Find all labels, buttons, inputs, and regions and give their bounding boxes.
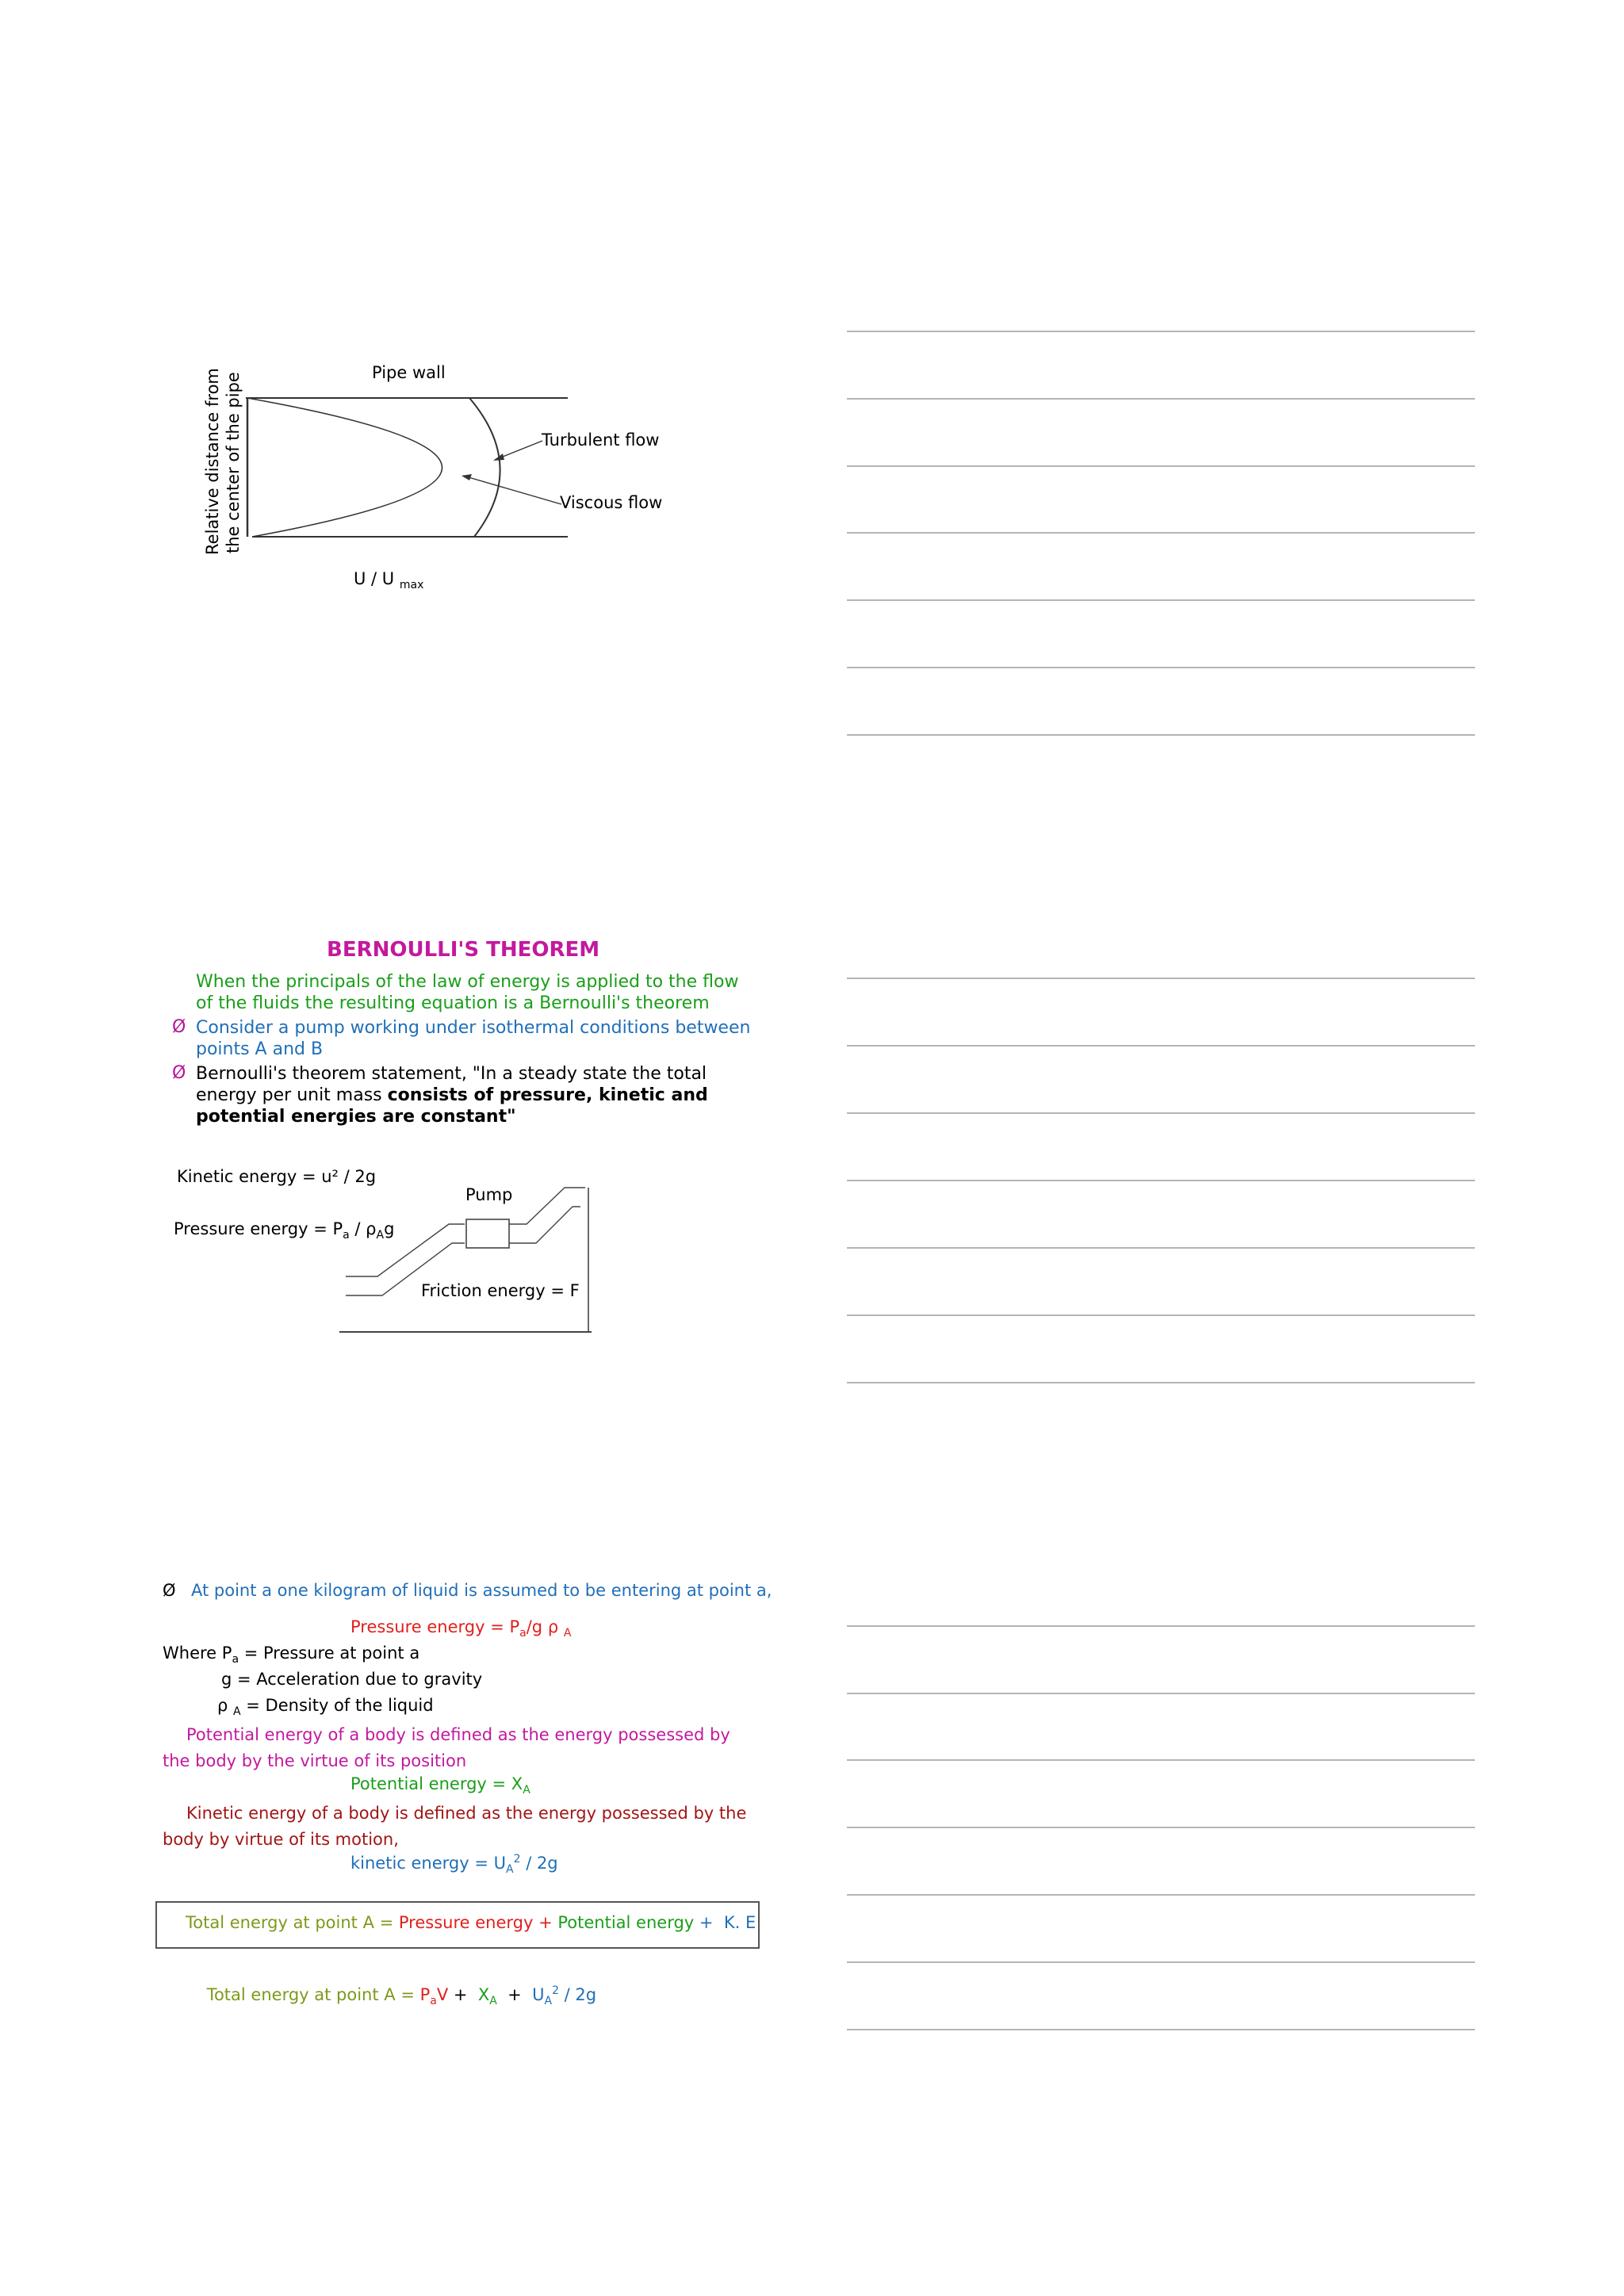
where-sub: a: [232, 1653, 239, 1666]
note-line: [847, 2029, 1475, 2030]
total2-u-sup: 2: [552, 1984, 559, 1997]
note-line: [847, 1180, 1475, 1181]
bullet-2-line2-bold: consists of pressure, kinetic and: [387, 1085, 708, 1105]
note-line: [847, 331, 1475, 332]
potential-eq-prefix: Potential energy = X: [350, 1774, 523, 1793]
pump-box: [466, 1219, 509, 1248]
total-box-ke: K. E: [723, 1913, 756, 1932]
total2-p: P: [419, 1985, 431, 2004]
point-a-bullet-marker: Ø: [163, 1581, 176, 1600]
total2-x: X: [477, 1985, 490, 2004]
note-line: [847, 1045, 1475, 1047]
total-box-lhs: Total energy at point A =: [186, 1913, 399, 1932]
viscous-arrow: [463, 476, 561, 504]
viscous-arrowhead: [462, 474, 472, 480]
potential-energy-definition: [163, 1722, 730, 1774]
kinetic-eq-suffix: / 2g: [520, 1854, 558, 1873]
note-line: [847, 734, 1475, 736]
intro-line1: When the principals of the law of energy is applied to the flow: [196, 972, 739, 992]
potential-eq-sub: A: [523, 1784, 530, 1797]
bullet-1-marker: Ø: [172, 1017, 186, 1037]
outlet-lower-edge: [509, 1207, 580, 1243]
y-axis-label-line2: the center of the pipe: [224, 372, 243, 553]
total2-plus1: +: [448, 1985, 478, 2004]
note-line: [847, 532, 1475, 534]
slide-title: BERNOULLI'S THEOREM: [327, 938, 600, 962]
kinetic-energy-definition: [163, 1800, 746, 1853]
friction-energy-label: Friction energy = F: [421, 1281, 580, 1300]
viscous-flow-label: Viscous flow: [560, 493, 663, 512]
pe-eq-mid: /g ρ: [526, 1617, 564, 1636]
note-line: [847, 1759, 1475, 1761]
note-line: [847, 465, 1475, 467]
note-line: [847, 1247, 1475, 1249]
turbulent-profile-curve: [469, 398, 500, 537]
note-line: [847, 1894, 1475, 1896]
pressure-energy-sub-A: A: [376, 1229, 385, 1242]
total-energy-box-text: [186, 1913, 756, 1932]
note-line: [847, 1382, 1475, 1383]
total2-x-sub: A: [489, 1995, 497, 2007]
where-suffix: = Pressure at point a: [239, 1644, 420, 1663]
note-line: [847, 599, 1475, 601]
pe-eq-sub-A: A: [563, 1627, 572, 1640]
kinetic-def-line2: body by virtue of its motion,: [163, 1830, 399, 1849]
total-box-plus1: +: [533, 1913, 558, 1932]
rho-sub: A: [233, 1705, 241, 1718]
rho-definition: [217, 1696, 434, 1718]
note-line: [847, 398, 1475, 400]
bullet-1-line2: points A and B: [196, 1039, 324, 1059]
bullet-2-marker: Ø: [172, 1063, 186, 1083]
x-axis-sub: max: [399, 579, 424, 591]
x-axis-label: [354, 569, 423, 591]
pump-diagram: [0, 847, 847, 1494]
kinetic-energy-label: Kinetic energy = u² / 2g: [177, 1167, 377, 1186]
pressure-energy-mid: / ρ: [349, 1219, 377, 1238]
slide-bernoulli: [0, 847, 847, 1494]
total2-plus2: +: [496, 1985, 533, 2004]
kinetic-energy-equation: [350, 1853, 558, 1876]
note-line: [847, 1827, 1475, 1828]
slide-energy-point-a: [0, 1494, 847, 2296]
note-line: [847, 1112, 1475, 1114]
total2-lhs: Total energy at point A =: [206, 1985, 420, 2004]
pe-eq-prefix: Pressure energy = P: [350, 1617, 520, 1636]
y-axis-label: [202, 368, 243, 555]
pressure-energy-suffix: g: [384, 1219, 395, 1238]
pump-label: Pump: [465, 1185, 513, 1204]
potential-def-line2: the body by the virtue of its position: [163, 1751, 467, 1770]
total2-v: V: [436, 1985, 449, 2004]
outlet-upper-edge: [509, 1188, 585, 1224]
total-energy-expanded: [186, 1965, 596, 2026]
total-box-plus2: +: [694, 1913, 724, 1932]
pressure-energy-label: [174, 1219, 394, 1242]
pressure-energy-sub-a: a: [343, 1229, 350, 1242]
total2-suffix: / 2g: [559, 1985, 597, 2004]
pressure-energy-equation: [350, 1617, 571, 1640]
total2-p-sub: a: [430, 1995, 437, 2007]
note-line: [847, 978, 1475, 979]
note-line: [847, 1961, 1475, 1963]
kinetic-eq-sup: 2: [513, 1853, 521, 1866]
note-line: [847, 1693, 1475, 1694]
turbulent-flow-label: Turbulent flow: [542, 430, 660, 450]
viscous-profile-curve: [247, 398, 442, 537]
bullet-2-line1: Bernoulli's theorem statement, "In a steady state the total: [196, 1064, 707, 1084]
total-box-potential: Potential energy: [557, 1913, 695, 1932]
g-definition: g = Acceleration due to gravity: [221, 1670, 483, 1689]
bullet-2-line3-bold: potential energies are constant": [196, 1107, 516, 1127]
bullet-2-line2-normal: energy per unit mass: [196, 1085, 388, 1105]
note-line: [847, 1314, 1475, 1316]
slide-velocity-profile: [0, 0, 847, 847]
bullet-1-line1: Consider a pump working under isothermal conditions between: [196, 1018, 751, 1038]
point-a-intro: At point a one kilogram of liquid is assumed to be entering at point a,: [191, 1581, 772, 1600]
total2-u: U: [532, 1985, 545, 2004]
rho-suffix: = Density of the liquid: [240, 1696, 434, 1715]
velocity-profile-diagram: [0, 0, 847, 847]
total2-u-sub: A: [544, 1995, 553, 2007]
where-pa-definition: [163, 1644, 419, 1666]
pressure-energy-prefix: Pressure energy = P: [174, 1219, 343, 1238]
pe-eq-sub-a: a: [519, 1627, 527, 1640]
kinetic-eq-prefix: kinetic energy = U: [350, 1854, 507, 1873]
note-line: [847, 667, 1475, 668]
note-line: [847, 1625, 1475, 1627]
kinetic-eq-sub: A: [506, 1863, 514, 1876]
potential-def-line1: Potential energy of a body is defined as the energy possessed by: [186, 1725, 730, 1744]
potential-energy-equation: [350, 1774, 530, 1797]
x-axis-main: U / U: [354, 569, 395, 588]
total-box-pressure: Pressure energy: [398, 1913, 534, 1932]
where-prefix: Where P: [163, 1644, 232, 1663]
y-axis-label-line1: Relative distance from: [203, 368, 222, 555]
pipe-wall-label: Pipe wall: [372, 363, 446, 382]
rho-prefix: ρ: [217, 1696, 234, 1715]
intro-line2: of the fluids the resulting equation is a Bernoulli's theorem: [196, 993, 710, 1013]
kinetic-def-line1: Kinetic energy of a body is defined as the energy possessed by the: [186, 1804, 747, 1823]
